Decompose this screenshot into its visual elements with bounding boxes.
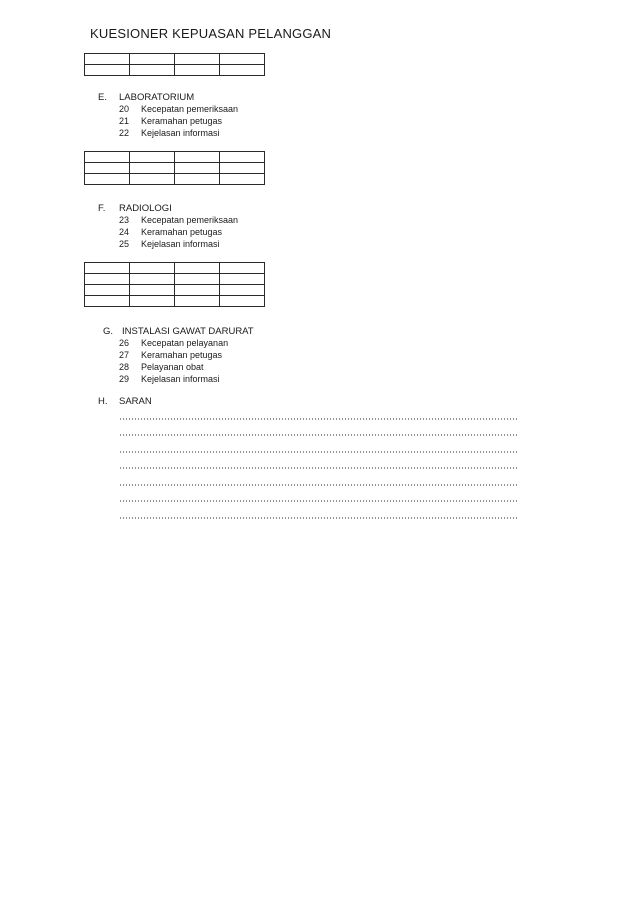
item-text: Pelayanan obat [141,362,204,372]
table-row [85,274,265,285]
suggestion-line[interactable] [119,451,519,453]
rating-table-top [84,53,265,76]
rating-table-e [84,151,265,185]
table-cell[interactable] [220,285,265,296]
item-number: 28 [119,362,130,372]
table-row [85,163,265,174]
item-number: 29 [119,374,130,384]
section-name: INSTALASI GAWAT DARURAT [122,326,254,337]
suggestion-line[interactable] [119,500,519,502]
table-cell[interactable] [175,174,220,185]
table-cell[interactable] [175,285,220,296]
rating-table-f [84,262,265,307]
item-number: 26 [119,338,130,348]
table-cell[interactable] [85,65,130,76]
table-cell[interactable] [85,174,130,185]
table-cell[interactable] [85,296,130,307]
item-number: 23 [119,215,130,225]
table-cell[interactable] [220,54,265,65]
table-cell[interactable] [220,65,265,76]
suggestion-line[interactable] [119,418,519,420]
item-text: Keramahan petugas [141,227,223,237]
item-number: 21 [119,116,130,126]
table-row [85,65,265,76]
table-cell[interactable] [130,54,175,65]
table-row [85,296,265,307]
table-cell[interactable] [175,274,220,285]
item-number: 27 [119,350,130,360]
table-cell[interactable] [175,296,220,307]
table-cell[interactable] [130,65,175,76]
item-number: 25 [119,239,130,249]
table-cell[interactable] [220,296,265,307]
table-cell[interactable] [220,152,265,163]
item-text: Kecepatan pelayanan [141,338,229,348]
table-cell[interactable] [175,65,220,76]
table-row [85,174,265,185]
table-cell[interactable] [130,163,175,174]
suggestion-line[interactable] [119,467,519,469]
suggestion-line[interactable] [119,517,519,519]
item-text: Kecepatan pemeriksaan [141,215,239,225]
table-cell[interactable] [85,274,130,285]
item-text: Keramahan petugas [141,116,223,126]
section-letter: F. [98,203,106,214]
table-cell[interactable] [85,152,130,163]
item-number: 20 [119,104,130,114]
table-row [85,285,265,296]
table-cell[interactable] [175,54,220,65]
table-cell[interactable] [130,274,175,285]
table-cell[interactable] [175,163,220,174]
table-cell[interactable] [220,174,265,185]
suggestion-line[interactable] [119,484,519,486]
table-cell[interactable] [220,163,265,174]
item-text: Kecepatan pemeriksaan [141,104,239,114]
section-letter: H. [98,396,108,407]
table-row [85,152,265,163]
item-number: 22 [119,128,130,138]
item-text: Kejelasan informasi [141,239,220,249]
section-name: SARAN [119,396,152,407]
section-name: RADIOLOGI [119,203,172,214]
table-cell[interactable] [175,152,220,163]
table-row [85,263,265,274]
page-title: KUESIONER KEPUASAN PELANGGAN [90,26,332,41]
section-letter: G. [103,326,114,337]
table-cell[interactable] [220,274,265,285]
table-cell[interactable] [175,263,220,274]
item-text: Kejelasan informasi [141,374,220,384]
table-row [85,54,265,65]
item-number: 24 [119,227,130,237]
item-text: Keramahan petugas [141,350,223,360]
table-cell[interactable] [85,54,130,65]
table-cell[interactable] [130,263,175,274]
table-cell[interactable] [85,263,130,274]
table-cell[interactable] [130,296,175,307]
section-letter: E. [98,92,107,103]
table-cell[interactable] [130,174,175,185]
item-text: Kejelasan informasi [141,128,220,138]
table-cell[interactable] [220,263,265,274]
table-cell[interactable] [85,285,130,296]
table-cell[interactable] [85,163,130,174]
section-name: LABORATORIUM [119,92,195,103]
table-cell[interactable] [130,152,175,163]
suggestion-line[interactable] [119,434,519,436]
table-cell[interactable] [130,285,175,296]
